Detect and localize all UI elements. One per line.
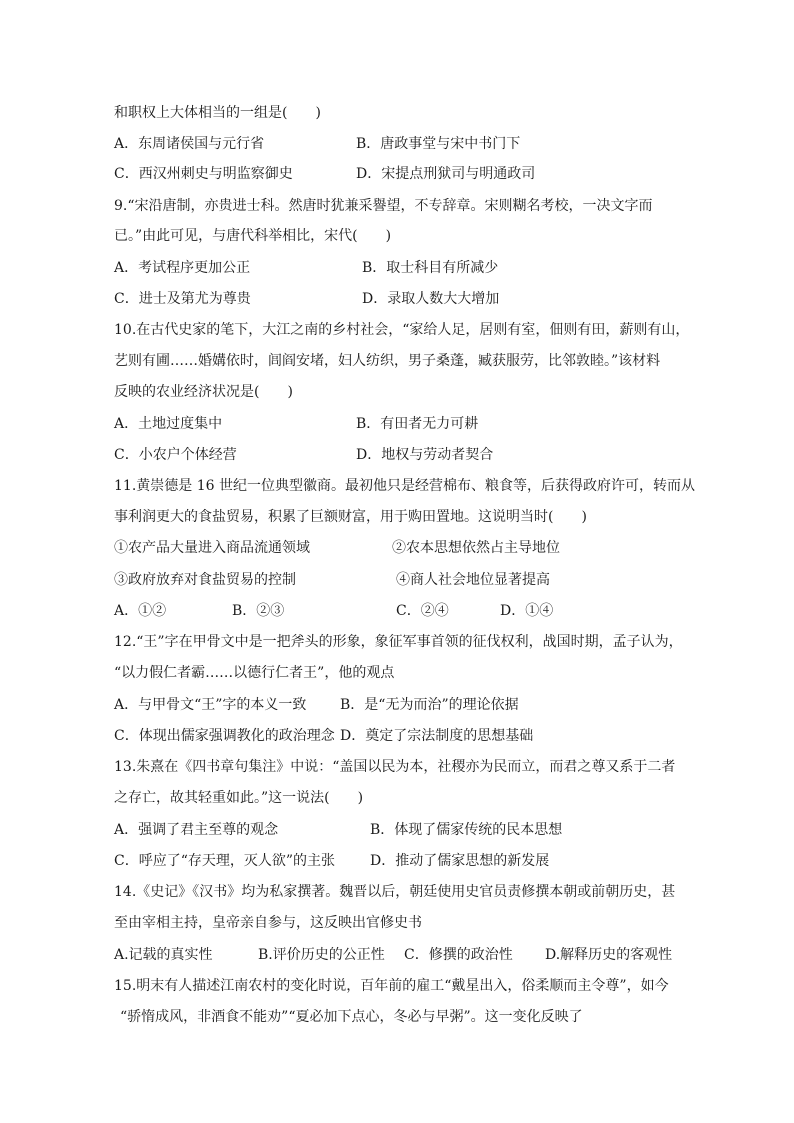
statement-11-1: ①农产品大量进入商品流通领域 xyxy=(114,540,310,556)
question-10-stem: 10.在古代史家的笔下，大江之南的乡村社会，“家给人足，居则有室，佃则有田，薪则有山， xyxy=(114,322,690,338)
question-9-stem: 9.“宋沿唐制，亦贵进士科。然唐时犹兼采譽望，不专辞章。宋则糊名考校，一决文字而 xyxy=(114,198,653,214)
option-9-b: B．取士科目有所减少 xyxy=(362,260,499,276)
question-15-stem: 15.明末有人描述江南农村的变化时说，百年前的雇工“戴星出入，俗柔顺而主令尊”，如今 xyxy=(114,978,669,994)
question-13-stem-cont: 之存亡，故其轻重如此。”这一说法( ) xyxy=(114,790,364,806)
statement-11-2: ②农本思想依然占主导地位 xyxy=(392,540,560,556)
option-11-d: D．①④ xyxy=(500,603,554,619)
question-10-stem-cont2: 反映的农业经济状况是( ) xyxy=(114,384,293,400)
question-12-stem: 12.“王”字在甲骨文中是一把斧头的形象，象征军事首领的征伐权利，战国时期，孟子认为， xyxy=(114,634,683,650)
option-13-a: A．强调了君主至尊的观念 xyxy=(114,822,279,838)
option-12-b: B．是“无为而治”的理论依据 xyxy=(340,697,519,713)
option-9-a: A．考试程序更加公正 xyxy=(114,260,251,276)
statement-11-3: ③政府放弃对食盐贸易的控制 xyxy=(114,572,296,588)
option-10-d: D．地权与劳动者契合 xyxy=(356,447,494,463)
option-11-a: A．①② xyxy=(114,603,167,619)
option-11-c: C．②④ xyxy=(396,603,449,619)
statement-11-4: ④商人社会地位显著提高 xyxy=(396,572,550,588)
option-9-c: C．进士及第尤为尊贵 xyxy=(114,291,251,307)
question-10-stem-cont1: 艺则有圃……婚媾依时，闾阎安堵，妇人纺织，男子桑蓬，臧获服劳，比邻敦睦。”该材料 xyxy=(114,353,661,369)
option-10-b: B．有田者无力可耕 xyxy=(356,416,479,432)
question-14-stem: 14.《史记》《汉书》均为私家撰著。魏晋以后，朝廷使用史官员责修撰本朝或前朝历史，甚 xyxy=(114,884,676,900)
question-12-stem-cont: “以力假仁者霸……以德行仁者王”，他的观点 xyxy=(114,665,395,681)
option-10-a: A．土地过度集中 xyxy=(114,416,223,432)
option-14-a: A.记载的真实性 xyxy=(114,947,213,963)
option-13-c: C．呼应了“存天理，灭人欲”的主张 xyxy=(114,853,336,869)
option-12-c: C．体现出儒家强调教化的政治理念 xyxy=(114,728,335,744)
option-14-c: C．修撰的政治性 xyxy=(404,947,513,963)
question-8-stem-end: 和职权上大体相当的一组是( ) xyxy=(114,105,321,121)
question-11-stem: 11.黄崇德是 16 世纪一位典型徽商。最初他只是经营棉布、粮食等，后获得政府许可，转而从 xyxy=(114,478,695,494)
question-14-stem-cont: 至由宰相主持，皇帝亲自参与，这反映出官修史书 xyxy=(114,915,422,931)
option-10-c: C．小农户个体经营 xyxy=(114,447,237,463)
option-13-b: B．体现了儒家传统的民本思想 xyxy=(370,822,563,838)
option-13-d: D．推动了儒家思想的新发展 xyxy=(370,853,550,869)
option-8-a: A．东周诸侯国与元行省 xyxy=(114,136,265,152)
option-8-c: C．西汉州刺史与明监察御史 xyxy=(114,166,293,182)
option-9-d: D．录取人数大大增加 xyxy=(362,291,500,307)
question-13-stem: 13.朱熹在《四书章句集注》中说：“盖国以民为本，社稷亦为民而立，而君之尊又系于二者 xyxy=(114,759,676,775)
option-14-b: B.评价历史的公正性 xyxy=(258,947,385,963)
option-12-d: D．奠定了宗法制度的思想基础 xyxy=(340,728,534,744)
option-11-b: B．②③ xyxy=(232,603,285,619)
option-12-a: A．与甲骨文“王”字的本义一致 xyxy=(114,697,307,713)
question-11-stem-cont: 事利润更大的食盐贸易，积累了巨额财富，用于购田置地。这说明当时( ) xyxy=(114,509,587,525)
option-8-b: B．唐政事堂与宋中书门下 xyxy=(356,136,521,152)
question-15-stem-cont: “骄惰成风，非酒食不能劝”“夏必加下点心，冬必与早粥”。这一变化反映了 xyxy=(120,1009,583,1025)
option-14-d: D.解释历史的客观性 xyxy=(545,947,673,963)
option-8-d: D．宋提点刑狱司与明通政司 xyxy=(356,166,536,182)
question-9-stem-cont: 已。”由此可见，与唐代科举相比，宋代( ) xyxy=(114,228,392,244)
